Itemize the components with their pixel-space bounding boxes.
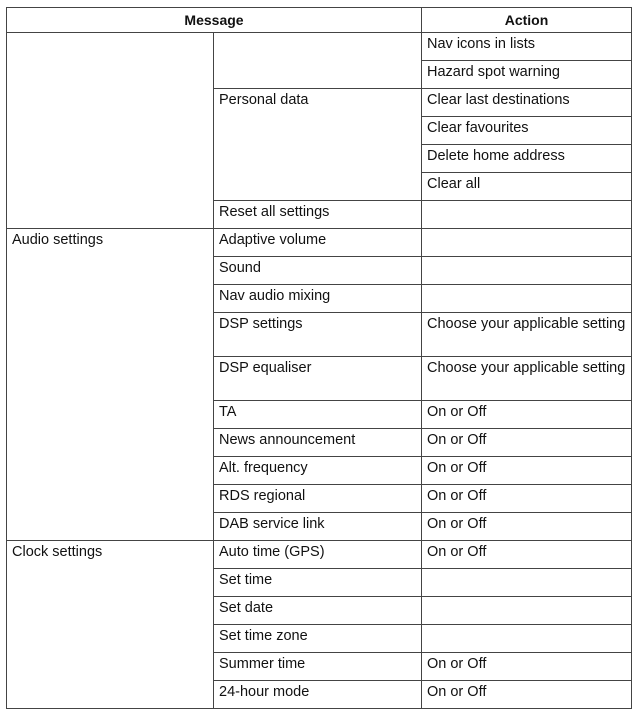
item-cell: Personal data bbox=[214, 89, 422, 201]
action-cell: Choose your applicable setting bbox=[422, 313, 632, 357]
action-cell: Clear all bbox=[422, 173, 632, 201]
action-cell bbox=[422, 229, 632, 257]
action-cell: On or Off bbox=[422, 485, 632, 513]
category-cell: Clock settings bbox=[7, 541, 214, 709]
action-cell: Clear last destinations bbox=[422, 89, 632, 117]
action-cell bbox=[422, 597, 632, 625]
item-cell: RDS regional bbox=[214, 485, 422, 513]
header-action: Action bbox=[422, 8, 632, 33]
item-cell: News announcement bbox=[214, 429, 422, 457]
action-cell bbox=[422, 285, 632, 313]
item-cell: DAB service link bbox=[214, 513, 422, 541]
table-row bbox=[7, 541, 632, 569]
item-cell: Alt. frequency bbox=[214, 457, 422, 485]
item-cell: DSP settings bbox=[214, 313, 422, 357]
item-cell: Adaptive volume bbox=[214, 229, 422, 257]
header-message: Message bbox=[7, 8, 422, 33]
action-cell: Nav icons in lists bbox=[422, 33, 632, 61]
action-cell: On or Off bbox=[422, 457, 632, 485]
item-cell: Sound bbox=[214, 257, 422, 285]
header-row bbox=[7, 8, 632, 33]
item-cell: Nav audio mixing bbox=[214, 285, 422, 313]
table-row bbox=[7, 33, 632, 61]
action-cell: Clear favourites bbox=[422, 117, 632, 145]
table-row bbox=[7, 229, 632, 257]
item-cell: Auto time (GPS) bbox=[214, 541, 422, 569]
action-cell: On or Off bbox=[422, 401, 632, 429]
item-cell: Set time bbox=[214, 569, 422, 597]
action-cell bbox=[422, 201, 632, 229]
item-cell: Set date bbox=[214, 597, 422, 625]
item-cell: Summer time bbox=[214, 653, 422, 681]
item-cell: Set time zone bbox=[214, 625, 422, 653]
action-cell: Delete home address bbox=[422, 145, 632, 173]
item-cell: DSP equaliser bbox=[214, 357, 422, 401]
item-cell: TA bbox=[214, 401, 422, 429]
action-cell: Hazard spot warning bbox=[422, 61, 632, 89]
action-cell: On or Off bbox=[422, 653, 632, 681]
action-cell: On or Off bbox=[422, 513, 632, 541]
action-cell bbox=[422, 257, 632, 285]
action-cell: On or Off bbox=[422, 429, 632, 457]
action-cell: On or Off bbox=[422, 681, 632, 709]
category-cell: Audio settings bbox=[7, 229, 214, 541]
settings-table bbox=[6, 7, 632, 709]
action-cell: Choose your applicable setting bbox=[422, 357, 632, 401]
item-cell bbox=[214, 33, 422, 89]
action-cell bbox=[422, 569, 632, 597]
action-cell: On or Off bbox=[422, 541, 632, 569]
category-cell bbox=[7, 33, 214, 229]
item-cell: 24-hour mode bbox=[214, 681, 422, 709]
item-cell: Reset all settings bbox=[214, 201, 422, 229]
action-cell bbox=[422, 625, 632, 653]
